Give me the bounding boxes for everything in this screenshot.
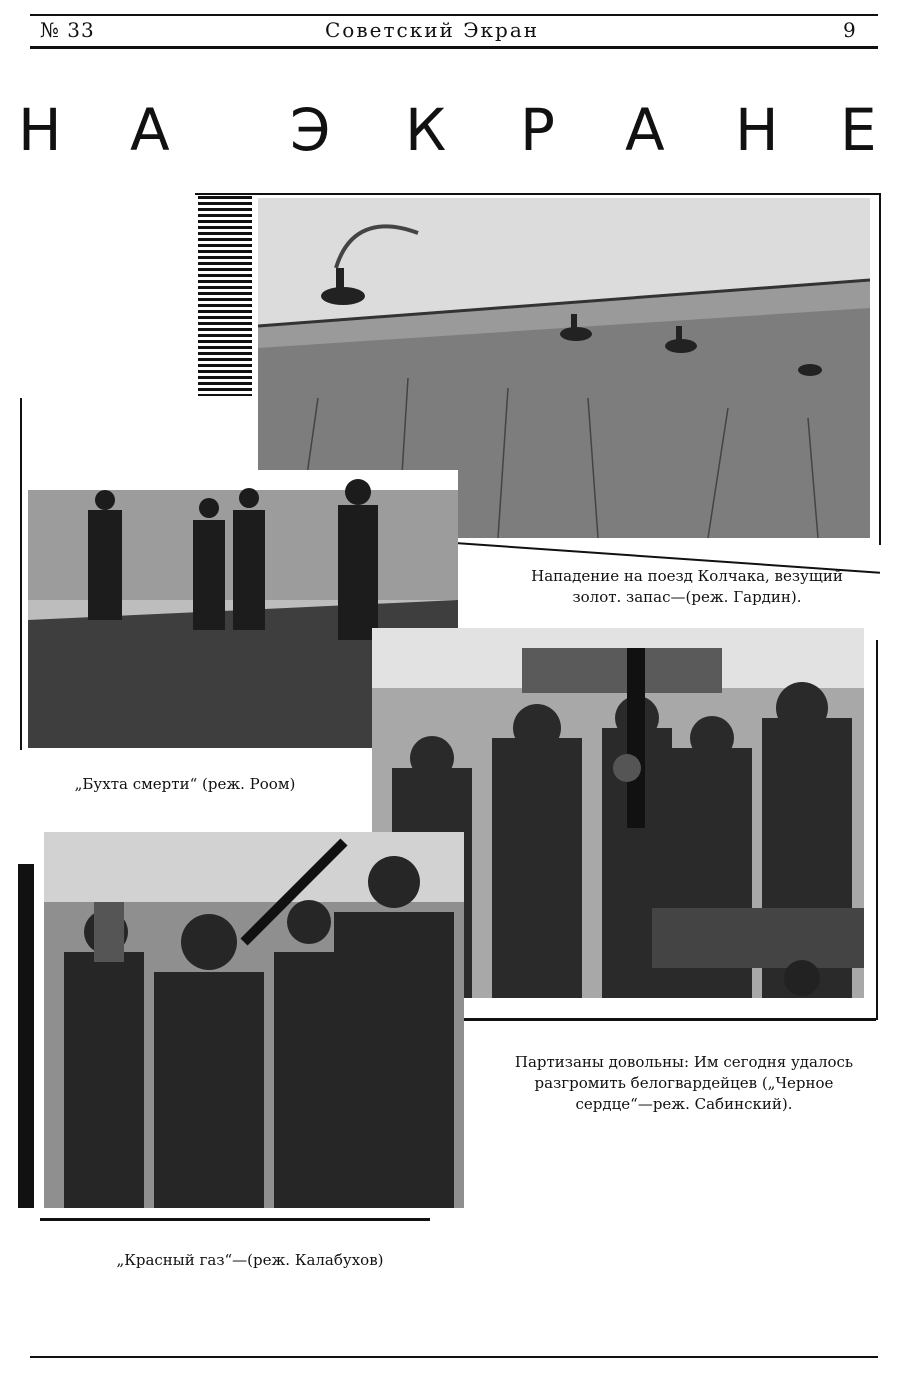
photo-frame-bottom xyxy=(40,1218,430,1221)
header-bottom-rule xyxy=(30,46,878,49)
heading-letter: А xyxy=(625,96,665,164)
photo-frame-right xyxy=(879,193,881,545)
photo-frame-right xyxy=(876,640,878,1020)
magazine-title: Советский Экран xyxy=(325,18,540,42)
page-number: 9 xyxy=(843,18,857,42)
heading-letter: Р xyxy=(520,96,555,164)
footer-rule xyxy=(30,1356,878,1358)
caption-partisans: Партизаны довольны: Им сегодня удалось разгромить белогвардейцев („Черное сердце“—реж. Сабинский). xyxy=(514,1053,854,1113)
caption-bay-of-death: „Бухта смерти“ (реж. Роом) xyxy=(74,775,296,793)
heading-letter: Н xyxy=(18,96,62,164)
photo-frame-top xyxy=(195,193,881,195)
photo-frame-left xyxy=(20,398,22,750)
caption-cavalry: Нападение на поезд Колчака, везущий золот. запас—(реж. Гардин). xyxy=(531,567,843,606)
caption-red-gas: „Красный газ“—(реж. Калабухов) xyxy=(116,1251,384,1269)
photo-frame-bottom xyxy=(460,1018,876,1021)
issue-number: № 33 xyxy=(40,18,95,42)
header-top-rule xyxy=(30,14,878,16)
heading-letter: Н xyxy=(735,96,779,164)
heading-letter: Е xyxy=(840,96,877,164)
heading-letter: А xyxy=(130,96,170,164)
photo-frame-left xyxy=(18,864,34,1208)
photo-red-gas xyxy=(44,832,464,1208)
decorative-stripes xyxy=(198,196,252,396)
heading-letter: Э xyxy=(290,96,331,164)
heading-letter: К xyxy=(405,96,447,164)
